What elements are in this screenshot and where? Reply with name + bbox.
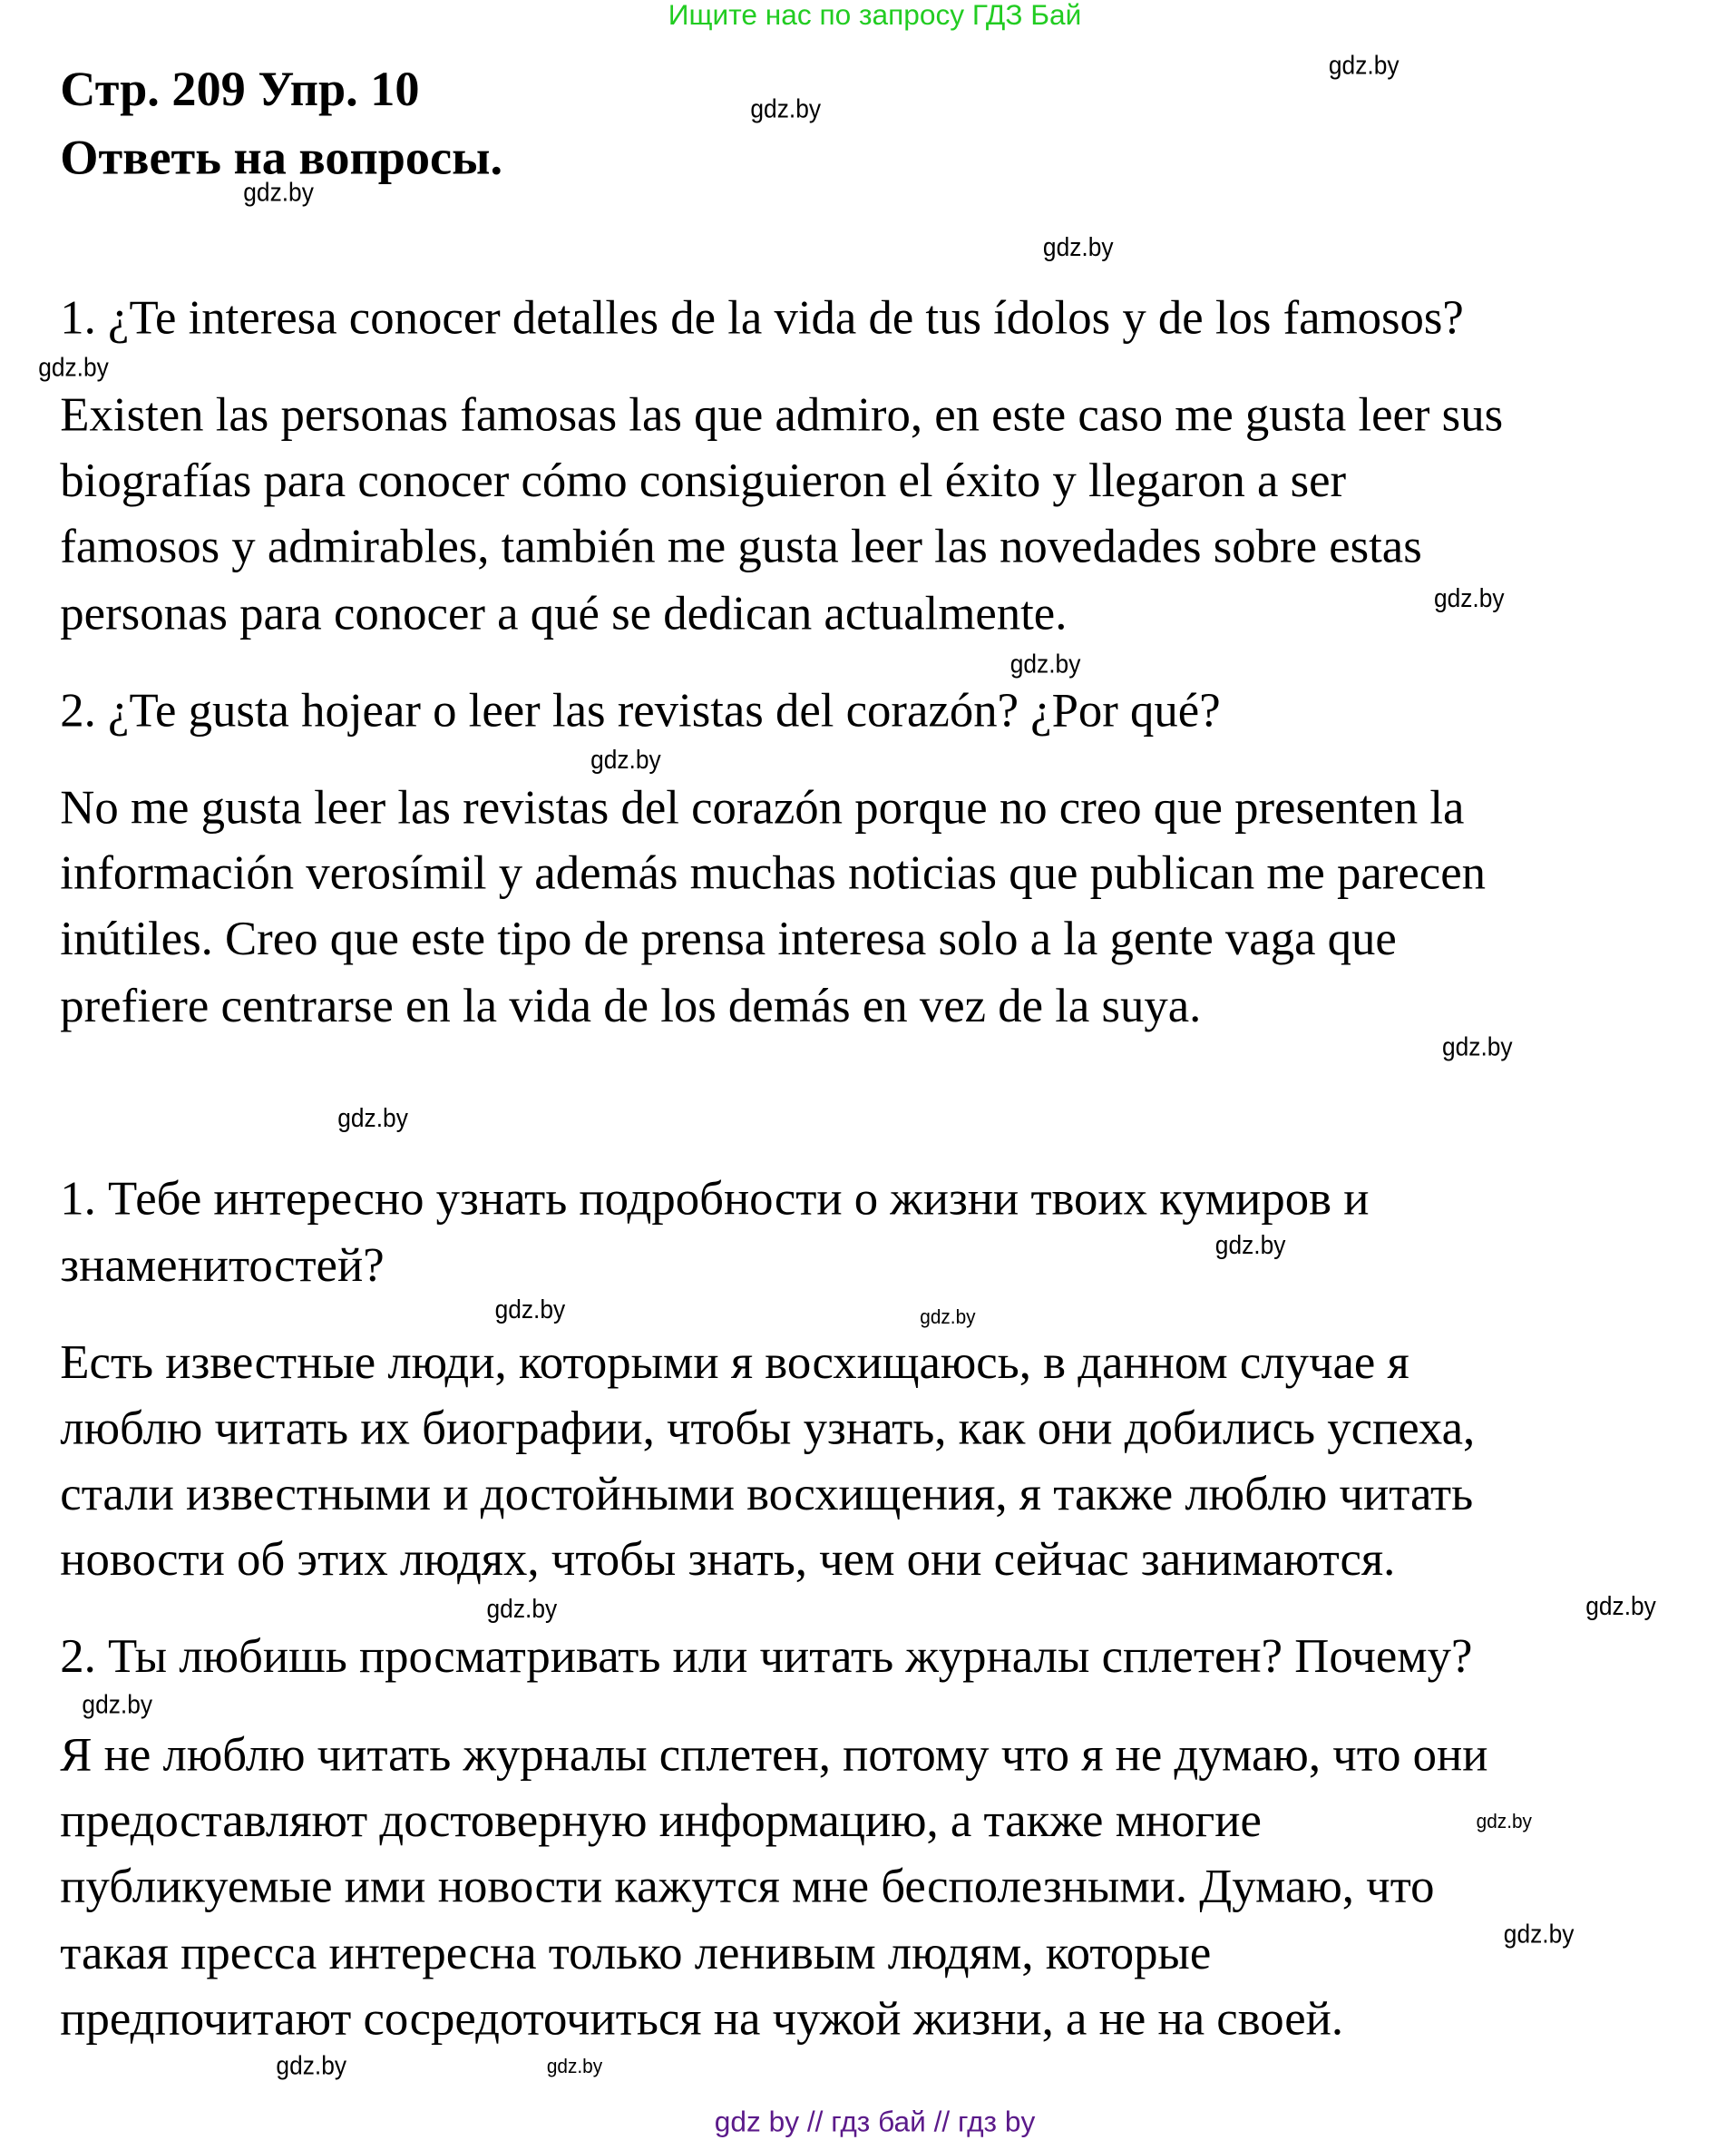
watermark: gdz.by <box>1433 585 1505 614</box>
spanish-answer-1-line: famosos y admirables, también me gusta leer las novedades sobre estas <box>60 519 1422 573</box>
bottom-banner: gdz by // гдз бай // гдз by <box>714 2106 1036 2139</box>
watermark: gdz.by <box>1503 1920 1575 1950</box>
russian-answer-1-line: новости об этих людях, чтобы знать, чем они сейчас занимаются. <box>60 1532 1396 1587</box>
spanish-answer-1-line: biografías para conocer cómo consiguieron el éxito y llegaron a ser <box>60 454 1347 508</box>
watermark: gdz.by <box>750 95 822 125</box>
russian-question-1-line: знаменитостей? <box>60 1238 385 1293</box>
watermark: gdz.by <box>337 1104 408 1134</box>
russian-answer-2-line: Я не люблю читать журналы сплетен, потому что я не думаю, что они <box>60 1727 1488 1782</box>
russian-question-2: 2. Ты любишь просматривать или читать журналы сплетен? Почему? <box>60 1629 1473 1684</box>
top-banner: Ищите нас по запросу ГДЗ Бай <box>668 0 1082 32</box>
russian-answer-2-line: публикуемые ими новости кажутся мне бесполезными. Думаю, что <box>60 1859 1435 1913</box>
spanish-answer-2-line: prefiere centrarse en la vida de los demás en vez de la suya. <box>60 979 1202 1032</box>
page-title: Стр. 209 Упр. 10 <box>60 61 420 117</box>
watermark: gdz.by <box>1441 1033 1513 1063</box>
spanish-answer-2-line: información verosímil y además muchas noticias que publican me parecen <box>60 845 1486 900</box>
watermark: gdz.by <box>276 2052 347 2081</box>
watermark: gdz.by <box>1214 1231 1286 1261</box>
watermark: gdz.by <box>243 179 314 209</box>
spanish-answer-1-line: Existen las personas famosas las que admiro, en este caso me gusta leer sus <box>60 388 1504 442</box>
watermark: gdz.by <box>1042 233 1114 263</box>
watermark: gdz.by <box>1009 650 1081 680</box>
russian-question-1-line: 1. Тебе интересно узнать подробности о жизни твоих кумиров и <box>60 1171 1370 1226</box>
russian-answer-2-line: такая пресса интересна только ленивым людям, которые <box>60 1926 1212 1980</box>
watermark: gdz.by <box>494 1295 566 1325</box>
russian-answer-1-line: люблю читать их биографии, чтобы узнать, как они добились успеха, <box>60 1401 1476 1455</box>
spanish-question-1: 1. ¿Te interesa conocer detalles de la vida de tus ídolos y de los famosos? <box>60 291 1464 345</box>
watermark: gdz.by <box>486 1595 558 1625</box>
spanish-answer-2-line: inútiles. Creo que este tipo de prensa interesa solo a la gente vaga que <box>60 912 1397 966</box>
russian-answer-1-line: Есть известные люди, которыми я восхищаюсь, в данном случае я <box>60 1335 1409 1390</box>
watermark: gdz.by <box>1476 1810 1532 1834</box>
watermark: gdz.by <box>38 354 109 383</box>
russian-answer-2-line: предоставляют достоверную информацию, а также многие <box>60 1793 1262 1848</box>
spanish-question-2: 2. ¿Te gusta hojear o leer las revistas del corazón? ¿Por qué? <box>60 683 1221 738</box>
russian-answer-2-line: предпочитают сосредоточиться на чужой жизни, а не на своей. <box>60 1991 1344 2046</box>
spanish-answer-2-line: No me gusta leer las revistas del corazón porque no creo que presenten la <box>60 780 1465 835</box>
watermark: gdz.by <box>920 1305 976 1329</box>
spanish-answer-1-line: personas para conocer a qué se dedican actualmente. <box>60 586 1068 640</box>
watermark: gdz.by <box>590 746 661 776</box>
watermark: gdz.by <box>82 1691 153 1720</box>
task-subtitle: Ответь на вопросы. <box>60 130 503 185</box>
watermark: gdz.by <box>1328 52 1400 81</box>
watermark: gdz.by <box>1585 1592 1656 1622</box>
watermark: gdz.by <box>546 2055 603 2078</box>
russian-answer-1-line: стали известными и достойными восхищения, я также люблю читать <box>60 1467 1474 1520</box>
